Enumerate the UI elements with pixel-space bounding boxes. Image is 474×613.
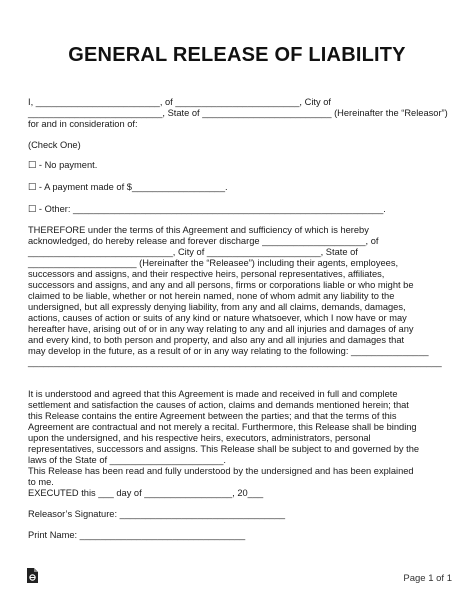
agreement-paragraph-line-2: settlement and satisfaction the causes of action, claims and demands mentioned herein; that [28,400,409,410]
consideration-line: for and in consideration of: [28,119,138,129]
agreement-paragraph-line-6: representatives, successors and assigns. This Release shall be subject to and governed by the [28,444,420,454]
release-paragraph-line-13: ________________________________________________________________________________ [28,357,442,367]
page-number: Page 1 of 1 [403,573,452,584]
release-paragraph-line-1: THEREFORE under the terms of this Agreement and sufficiency of which is hereby [28,225,369,235]
agreement-paragraph-line-8: This Release has been read and fully understood by the undersigned and has been explained [28,466,414,476]
executed-date-line: EXECUTED this ___ day of _________________, 20___ [28,488,264,498]
agreement-paragraph-line-3: this Release contains the entire Agreement between the parties; and that the terms of this [28,411,397,421]
option-no-payment: ☐ - No payment. [28,160,98,170]
release-paragraph-line-3: ____________________________, City of ______________________, State of [28,247,358,257]
agreement-paragraph-line-4: Agreement are contractual and not merely a recital. Furthermore, this Release shall be binding [28,422,417,432]
agreement-paragraph-line-1: It is understood and agreed that this Agreement is made and received in full and complete [28,389,398,399]
release-paragraph-line-4: _____________________ (Hereinafter the “Releasee”) including their agents, employees, [28,258,399,268]
print-name-line: Print Name: ________________________________ [28,530,246,540]
agreement-paragraph-line-7: laws of the State of ______________________. [28,455,226,465]
releasor-name-line: I, ________________________, of ________________________, City of [28,97,331,107]
releasor-location-line: __________________________, State of _________________________ (Hereinafter the “Releasor”) [28,108,448,118]
eforms-logo-icon [26,568,38,584]
agreement-paragraph-line-5: upon the undersigned, and his respective heirs, executors, administrators, personal [28,433,371,443]
check-one-label: (Check One) [28,140,81,150]
release-paragraph-line-5: successors and assigns, and their respective heirs, personal representatives, affiliates, [28,269,385,279]
release-paragraph-line-6: successors and assigns, and any and all persons, firms or corporations liable or who might be [28,280,414,290]
release-paragraph-line-12: may develop in the future, as a result of or in any way relating to the following: _______________ [28,346,429,356]
release-paragraph-line-11: and every kind, to both person and property, and also any and all injuries and damages that [28,335,405,345]
release-paragraph-line-7: claimed to be liable, whether or not herein named, none of whom admit any liability to the [28,291,395,301]
release-paragraph-line-9: actions, causes of action or suits of any kind or nature whatsoever, which I now have or may [28,313,407,323]
releasor-signature-line: Releasor’s Signature: ________________________________ [28,509,286,519]
agreement-paragraph-line-9: to me. [28,477,54,487]
option-other: ☐ - Other: ____________________________________________________________. [28,204,386,214]
release-paragraph-line-8: undersigned, but all expressly denying liability, from any and all claims, demands, damages, [28,302,406,312]
release-paragraph-line-2: acknowledged, do hereby release and forever discharge ____________________, of [28,236,379,246]
option-payment-made: ☐ - A payment made of $__________________. [28,182,228,192]
document-title: GENERAL RELEASE OF LIABILITY [68,44,406,66]
release-paragraph-line-10: hereafter have, arising out of or in any way relating to any and all injuries and damages of any [28,324,414,334]
